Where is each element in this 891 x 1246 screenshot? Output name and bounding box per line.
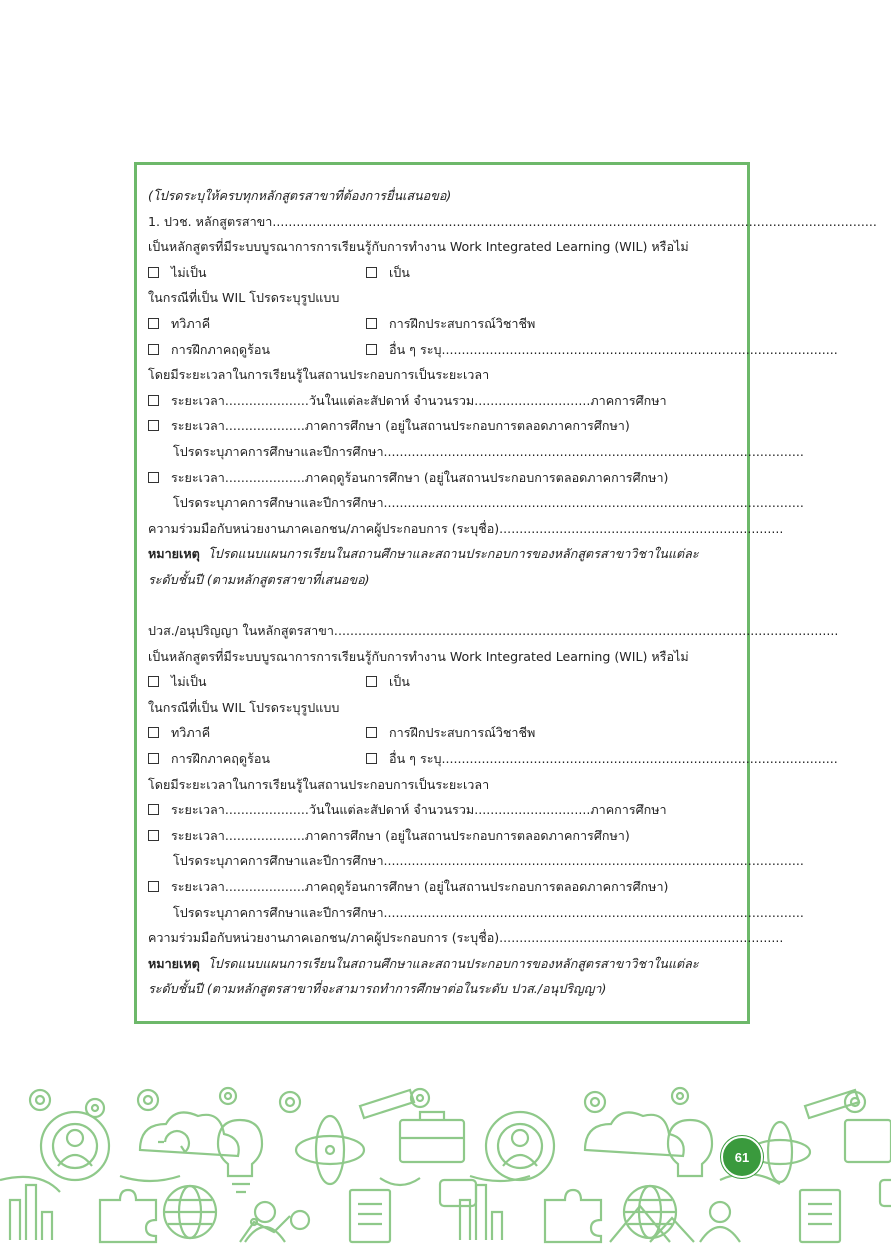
checkbox-summer[interactable] xyxy=(148,342,270,357)
option-label: ทวิภาคี xyxy=(171,315,211,331)
section2-wil-options xyxy=(148,669,736,695)
checkbox-icon xyxy=(148,472,159,483)
form-intro: (โปรดระบุให้ครบทุกหลักสูตรสาขาที่ต้องการยื่นเสนอขอ) xyxy=(148,188,452,203)
checkbox-icon xyxy=(148,804,159,815)
checkbox-other[interactable] xyxy=(366,746,838,772)
section2-heading: ปวส./อนุปริญญา ในหลักสูตรสาขา.............................................................................................................................. xyxy=(148,623,839,639)
checkbox-is-wil[interactable] xyxy=(366,260,410,286)
checkbox-icon xyxy=(366,344,377,355)
section1-duration-1[interactable] xyxy=(148,388,736,414)
option-label: การฝึกภาคฤดูร้อน xyxy=(171,341,271,357)
section1-duration-intro: โดยมีระยะเวลาในการเรียนรู้ในสถานประกอบการเป็นระยะเวลา xyxy=(148,367,490,383)
section1-duration-2-detail: โปรดระบุภาคการศึกษาและปีการศึกษา......................................................................................................... xyxy=(173,443,804,459)
note-label: หมายเหตุ xyxy=(148,546,200,562)
section1-format-options-1 xyxy=(148,311,736,337)
checkbox-icon xyxy=(148,676,159,687)
duration-label: ระยะเวลา....................ภาคการศึกษา (อยู่ในสถานประกอบการตลอดภาคการศึกษา) xyxy=(171,418,630,434)
option-label: การฝึกภาคฤดูร้อน xyxy=(171,751,271,767)
section1-wil-options xyxy=(148,260,736,286)
checkbox-icon xyxy=(148,267,159,278)
checkbox-icon xyxy=(366,727,377,738)
section2-duration-1[interactable] xyxy=(148,797,736,823)
checkbox-icon xyxy=(148,753,159,764)
section1-note xyxy=(148,541,736,567)
section1-duration-2[interactable] xyxy=(148,413,736,439)
note-label: หมายเหตุ xyxy=(148,955,200,971)
duration-label: ระยะเวลา.....................วันในแต่ละสัปดาห์ จำนวนรวม.............................ภาคการศึกษา xyxy=(171,802,667,818)
option-label: อื่น ๆ ระบุ................................................................................................... xyxy=(389,751,838,767)
option-label: ทวิภาคี xyxy=(171,725,211,741)
section1-heading: 1. ปวช. หลักสูตรสาขา....................................................................................................................................................... xyxy=(148,213,877,229)
checkbox-icon xyxy=(148,318,159,329)
form-box xyxy=(134,162,877,1024)
checkbox-is-wil[interactable] xyxy=(366,669,410,695)
checkbox-icon xyxy=(366,676,377,687)
section-spacer xyxy=(148,593,736,619)
section1-format-options-2 xyxy=(148,337,838,363)
section1-duration-3[interactable] xyxy=(148,465,736,491)
section1-wil-format: ในกรณีที่เป็น WIL โปรดระบุรูปแบบ xyxy=(148,290,340,306)
section2-format-options-2 xyxy=(148,746,838,772)
section2-duration-3-detail: โปรดระบุภาคการศึกษาและปีการศึกษา......................................................................................................... xyxy=(173,904,804,920)
section1-note-cont: ระดับชั้นปี (ตามหลักสูตรสาขาที่เสนอขอ) xyxy=(148,571,370,587)
checkbox-icon xyxy=(148,344,159,355)
option-label: การฝึกประสบการณ์วิชาชีพ xyxy=(389,315,536,331)
section2-cooperation: ความร่วมมือกับหน่วยงานภาคเอกชน/ภาคผู้ประกอบการ (ระบุชื่อ)....................................................................... xyxy=(148,930,784,946)
checkbox-not-wil[interactable] xyxy=(148,674,207,689)
duration-label: ระยะเวลา....................ภาคฤดูร้อนการศึกษา (อยู่ในสถานประกอบการตลอดภาคการศึกษา) xyxy=(171,879,669,895)
checkbox-icon xyxy=(148,420,159,431)
option-label: เป็น xyxy=(389,264,410,280)
checkbox-icon xyxy=(148,395,159,406)
section2-note-cont: ระดับชั้นปี (ตามหลักสูตรสาขาที่จะสามารถทำการศึกษาต่อในระดับ ปวส./อนุปริญญา) xyxy=(148,981,607,997)
section2-wil-question: เป็นหลักสูตรที่มีระบบบูรณาการการเรียนรู้กับการทำงาน Work Integrated Learning (WIL) หรือไม่ xyxy=(148,648,689,664)
section2-note xyxy=(148,951,736,977)
checkbox-practice[interactable] xyxy=(366,720,535,746)
section2-wil-format: ในกรณีที่เป็น WIL โปรดระบุรูปแบบ xyxy=(148,699,340,715)
section2-duration-2-detail: โปรดระบุภาคการศึกษาและปีการศึกษา......................................................................................................... xyxy=(173,853,804,869)
option-label: ไม่เป็น xyxy=(171,674,207,690)
duration-label: ระยะเวลา....................ภาคฤดูร้อนการศึกษา (อยู่ในสถานประกอบการตลอดภาคการศึกษา) xyxy=(171,469,669,485)
checkbox-icon xyxy=(366,318,377,329)
section2-duration-3[interactable] xyxy=(148,874,736,900)
section1-cooperation: ความร่วมมือกับหน่วยงานภาคเอกชน/ภาคผู้ประกอบการ (ระบุชื่อ)....................................................................... xyxy=(148,520,784,536)
option-label: เป็น xyxy=(389,674,410,690)
duration-label: ระยะเวลา....................ภาคการศึกษา (อยู่ในสถานประกอบการตลอดภาคการศึกษา) xyxy=(171,827,630,843)
checkbox-practice[interactable] xyxy=(366,311,535,337)
checkbox-icon xyxy=(148,727,159,738)
checkbox-icon xyxy=(366,267,377,278)
note-text: โปรดแนบแผนการเรียนในสถานศึกษาและสถานประกอบการของหลักสูตรสาขาวิชาในแต่ละ xyxy=(207,546,699,562)
checkbox-other[interactable] xyxy=(366,337,838,363)
checkbox-icon xyxy=(366,753,377,764)
duration-label: ระยะเวลา.....................วันในแต่ละสัปดาห์ จำนวนรวม.............................ภาคการศึกษา xyxy=(171,392,667,408)
checkbox-not-wil[interactable] xyxy=(148,265,207,280)
section2-format-options-1 xyxy=(148,720,736,746)
note-text: โปรดแนบแผนการเรียนในสถานศึกษาและสถานประกอบการของหลักสูตรสาขาวิชาในแต่ละ xyxy=(207,955,699,971)
option-label: อื่น ๆ ระบุ................................................................................................... xyxy=(389,341,838,357)
checkbox-dual[interactable] xyxy=(148,316,210,331)
option-label: การฝึกประสบการณ์วิชาชีพ xyxy=(389,725,536,741)
section1-duration-3-detail: โปรดระบุภาคการศึกษาและปีการศึกษา......................................................................................................... xyxy=(173,495,804,511)
checkbox-summer[interactable] xyxy=(148,751,270,766)
checkbox-icon xyxy=(148,830,159,841)
checkbox-dual[interactable] xyxy=(148,725,210,740)
option-label: ไม่เป็น xyxy=(171,264,207,280)
checkbox-icon xyxy=(148,881,159,892)
page-number-badge: 61 xyxy=(721,1136,763,1178)
section2-duration-2[interactable] xyxy=(148,823,736,849)
section2-duration-intro: โดยมีระยะเวลาในการเรียนรู้ในสถานประกอบการเป็นระยะเวลา xyxy=(148,776,490,792)
section1-wil-question: เป็นหลักสูตรที่มีระบบบูรณาการการเรียนรู้กับการทำงาน Work Integrated Learning (WIL) หรือไม่ xyxy=(148,239,689,255)
